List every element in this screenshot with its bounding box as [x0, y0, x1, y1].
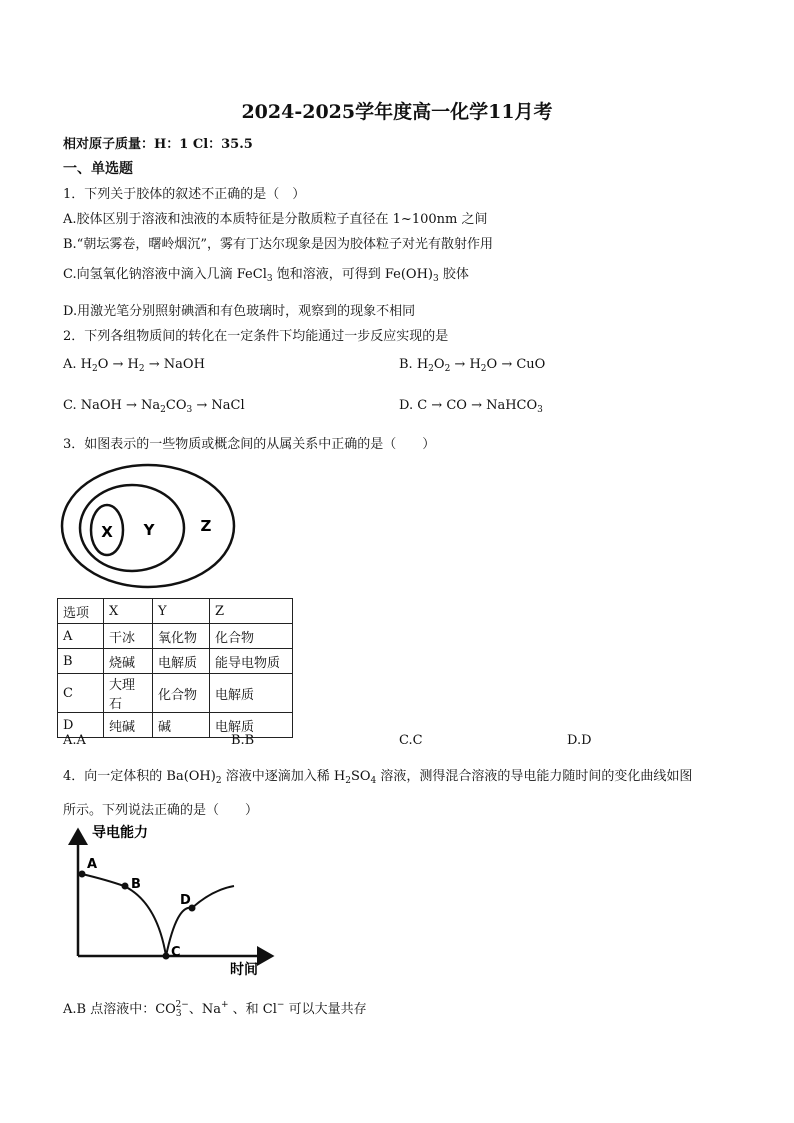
venn-z-label: Z: [200, 517, 212, 535]
y-axis-label: 导电能力: [92, 825, 148, 841]
table-cell: 化合物: [153, 674, 210, 713]
q4-option-a: A.B 点溶液中：$CO_3^{2-}$、Na+ 、和 Cl− 可以大量共存: [63, 1000, 367, 1019]
q2-stem: 2．下列各组物质间的转化在一定条件下均能通过一步反应实现的是: [63, 329, 449, 344]
point-b-marker: [122, 883, 129, 890]
table-cell: 电解质: [210, 674, 293, 713]
table-cell: 电解质: [153, 649, 210, 674]
q1-option-a: A.胶体区别于溶液和浊液的本质特征是分散质粒子直径在 1~100nm 之间: [63, 212, 488, 227]
q2-option-d: D. C → CO → NaHCO$_3$: [399, 398, 543, 415]
table-row: [58, 599, 293, 624]
table-cell: D: [58, 713, 104, 738]
point-a-marker: [79, 871, 86, 878]
table-cell: 纯碱: [104, 713, 153, 738]
atomic-mass-note: 相对原子质量：H：1 Cl：35.5: [63, 137, 253, 152]
table-cell: 选项: [58, 599, 104, 624]
table-cell: Y: [153, 599, 210, 624]
q1-option-b: B.“朝坛雾卷，曙岭烟沉”，雾有丁达尔现象是因为胶体粒子对光有散射作用: [63, 237, 493, 252]
table-cell: A: [58, 624, 104, 649]
q2-option-a: A. $H_2O \to H_2$ → NaOH: [63, 357, 205, 374]
venn-y-ellipse: [80, 485, 184, 571]
q3-table: [57, 598, 293, 738]
q3-choice-b: B.B: [231, 733, 255, 748]
q1-option-c: C.向氢氧化钠溶液中滴入几滴 FeCl$_3$ 饱和溶液，可得到 $Fe(OH)_3$ 胶体: [63, 267, 469, 284]
table-cell: 烧碱: [104, 649, 153, 674]
table-row: [58, 624, 293, 649]
q1-option-d: D.用激光笔分别照射碘酒和有色玻璃时，观察到的现象不相同: [63, 304, 416, 319]
point-d-label: D: [180, 893, 191, 908]
table-cell: C: [58, 674, 104, 713]
table-cell: 化合物: [210, 624, 293, 649]
point-b-label: B: [131, 877, 141, 892]
table-row: [58, 713, 293, 738]
table-cell: 大理石: [104, 674, 153, 713]
q4-stem-line2: 所示。下列说法正确的是（ ）: [63, 803, 259, 818]
venn-x-label: X: [101, 523, 113, 541]
q3-choice-d: D.D: [567, 733, 592, 748]
point-a-label: A: [87, 857, 98, 872]
q3-stem: 3．如图表示的一些物质或概念间的从属关系中正确的是（ ）: [63, 437, 436, 452]
table-cell: 电解质: [210, 713, 293, 738]
table-cell: 干冰: [104, 624, 153, 649]
table-cell: 氧化物: [153, 624, 210, 649]
x-axis-label: 时间: [230, 962, 258, 978]
venn-y-label: Y: [143, 521, 155, 539]
table-cell: X: [104, 599, 153, 624]
table-row: [58, 674, 293, 713]
table-row: [58, 649, 293, 674]
table-cell: B: [58, 649, 104, 674]
page-title: 2024-2025学年度高一化学11月考: [241, 101, 553, 123]
q3-choice-a: A.A: [63, 733, 86, 748]
q2-option-b: B. $H_2O_2 \to H_2O$ → CuO: [399, 357, 546, 374]
q4-stem: 4．向一定体积的 $Ba(OH)_2$ 溶液中逐滴加入稀 $H_2SO_4$ 溶液，测得混合溶液的导电能力随时间的变化曲线如图: [63, 769, 693, 786]
section-heading: 一、单选题: [63, 161, 133, 177]
table-cell: Z: [210, 599, 293, 624]
q2-option-c: C. NaOH → $Na_2CO_3$ → NaCl: [63, 398, 245, 415]
q3-choice-c: C.C: [399, 733, 423, 748]
conductivity-graph: [62, 822, 277, 982]
venn-diagram: [60, 462, 240, 590]
point-c-marker: [163, 953, 170, 960]
table-cell: 碱: [153, 713, 210, 738]
q1-stem: 1．下列关于胶体的叙述不正确的是（ ）: [63, 187, 306, 202]
point-c-label: C: [171, 945, 181, 960]
table-cell: 能导电物质: [210, 649, 293, 674]
